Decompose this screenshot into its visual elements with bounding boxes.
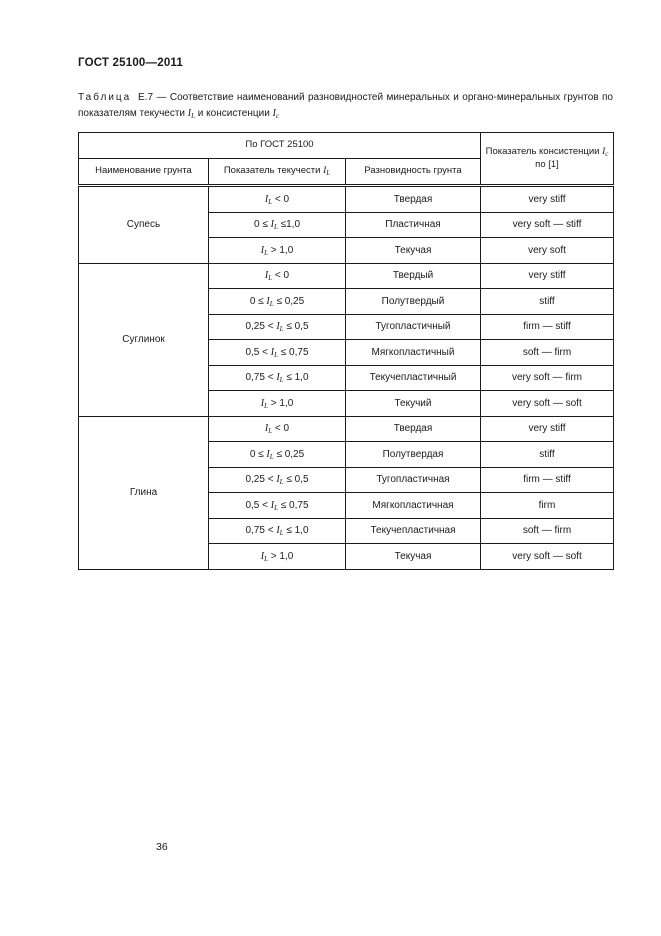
header-variety: Разновидность грунта — [346, 159, 481, 186]
table-row — [79, 263, 614, 289]
liquidity-index-cell: $I_L < 0$ — [209, 186, 346, 213]
caption-text: — Соответствие наименований разновидностей минеральных и органо-минеральных грунтов по показателям текучести $I_L$ и консистенции $I_c$ — [78, 92, 613, 120]
consistency-cell: very soft — stiff — [481, 212, 614, 238]
variety-cell: Текучая — [346, 238, 481, 264]
consistency-cell: very stiff — [481, 263, 614, 289]
consistency-cell: very soft — firm — [481, 365, 614, 391]
soil-name-cell: Супесь — [79, 186, 209, 264]
liquidity-index-cell: $I_L < 0$ — [209, 416, 346, 442]
table-body — [79, 186, 614, 570]
consistency-cell: stiff — [481, 289, 614, 315]
consistency-cell: firm — stiff — [481, 314, 614, 340]
variety-cell: Текучепластичная — [346, 518, 481, 544]
liquidity-index-cell: $I_L > 1,0$ — [209, 391, 346, 417]
liquidity-index-cell: $0,5 < I_L \le 0,75$ — [209, 340, 346, 366]
variety-cell: Полутвердая — [346, 442, 481, 468]
consistency-cell: very soft — soft — [481, 544, 614, 570]
liquidity-index-cell: $0 \le I_L \le 0,25$ — [209, 289, 346, 315]
variety-cell: Полутвердый — [346, 289, 481, 315]
consistency-cell: soft — firm — [481, 518, 614, 544]
page-number: 36 — [156, 841, 168, 853]
liquidity-index-cell: $0,75 < I_L \le 1,0$ — [209, 365, 346, 391]
caption-label: Таблица — [78, 92, 132, 103]
doc-header: ГОСТ 25100—2011 — [78, 57, 183, 69]
liquidity-index-cell: $I_L < 0$ — [209, 263, 346, 289]
liquidity-index-cell: $0,5 < I_L \le 0,75$ — [209, 493, 346, 519]
caption-number: Е.7 — [138, 92, 154, 103]
variety-cell: Твердый — [346, 263, 481, 289]
liquidity-index-cell: $0,25 < I_L \le 0,5$ — [209, 467, 346, 493]
consistency-cell: very soft — [481, 238, 614, 264]
variety-cell: Мягкопластичная — [346, 493, 481, 519]
variety-cell: Текучепластичный — [346, 365, 481, 391]
header-consistency-line1: Показатель консистенции $I_c$ — [485, 145, 609, 158]
consistency-cell: firm — stiff — [481, 467, 614, 493]
table-row — [79, 416, 614, 442]
consistency-cell: stiff — [481, 442, 614, 468]
consistency-cell: very soft — soft — [481, 391, 614, 417]
table-header — [79, 133, 614, 186]
document-page — [78, 0, 613, 853]
header-consistency-index — [481, 133, 614, 186]
header-consistency-line2: по [1] — [535, 158, 559, 170]
header-group-row — [79, 133, 614, 159]
header-group-gost: По ГОСТ 25100 — [79, 133, 481, 159]
liquidity-index-cell: $0 \le I_L \le 1,0$ — [209, 212, 346, 238]
table-row — [79, 186, 614, 213]
variety-cell: Текучая — [346, 544, 481, 570]
header-soil-name: Наименование грунта — [79, 159, 209, 186]
soil-name-cell: Глина — [79, 416, 209, 569]
consistency-cell: soft — firm — [481, 340, 614, 366]
variety-cell: Текучий — [346, 391, 481, 417]
liquidity-index-cell: $0 \le I_L \le 0,25$ — [209, 442, 346, 468]
liquidity-index-cell: $I_L > 1,0$ — [209, 544, 346, 570]
variety-cell: Тугопластичный — [346, 314, 481, 340]
header-liquidity-index: Показатель текучести $I_L$ — [209, 159, 346, 186]
variety-cell: Твердая — [346, 186, 481, 213]
liquidity-index-cell: $I_L > 1,0$ — [209, 238, 346, 264]
table-caption — [78, 90, 613, 121]
consistency-cell: very stiff — [481, 416, 614, 442]
variety-cell: Твердая — [346, 416, 481, 442]
variety-cell: Пластичная — [346, 212, 481, 238]
liquidity-index-cell: $0,75 < I_L \le 1,0$ — [209, 518, 346, 544]
soil-classification-table — [78, 132, 614, 570]
variety-cell: Мягкопластичный — [346, 340, 481, 366]
liquidity-index-cell: $0,25 < I_L \le 0,5$ — [209, 314, 346, 340]
soil-name-cell: Суглинок — [79, 263, 209, 416]
variety-cell: Тугопластичная — [346, 467, 481, 493]
consistency-cell: very stiff — [481, 186, 614, 213]
consistency-cell: firm — [481, 493, 614, 519]
